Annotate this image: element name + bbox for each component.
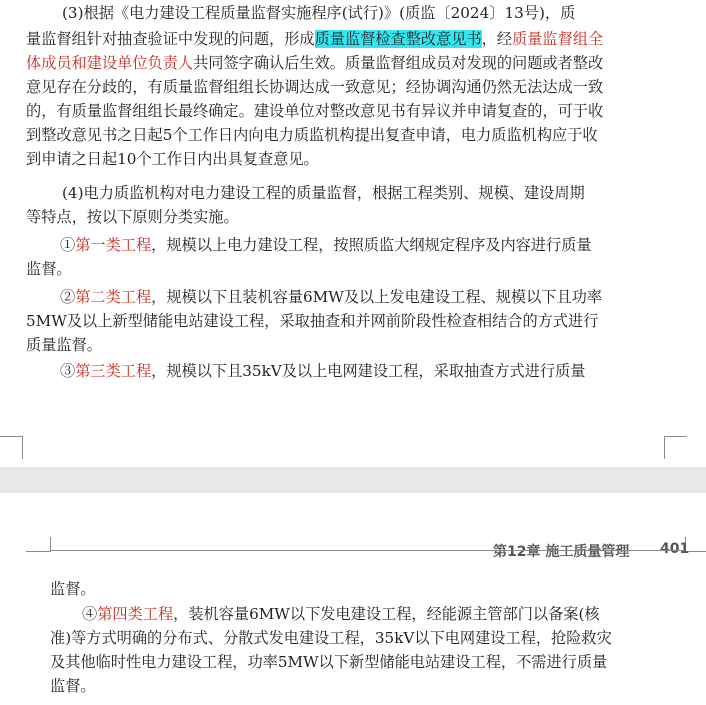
red-emphasis-text: 第二类工程 [75, 288, 152, 306]
paragraph-line: 意见存在分歧的，有质量监督组组长协调达成一致意见；经协调沟通仍然无法达成一致 [26, 78, 604, 96]
margin-corner-mark [26, 537, 51, 552]
paragraph-line: 到整改意见书之日起5个工作日内向电力质监机构提出复查申请，电力质监机构应于收 [26, 126, 598, 144]
page-number: 401 [660, 541, 690, 557]
paragraph-line: ①第一类工程，规模以上电力建设工程，按照质监大纲规定程序及内容进行质量 [60, 236, 592, 254]
header-rule [50, 550, 685, 551]
red-emphasis-text: 质量监督组全 [512, 30, 604, 48]
red-emphasis-text: 第一类工程 [75, 236, 152, 254]
running-header-chapter: 第12章 施工质量管理 [493, 544, 630, 560]
paragraph-line: 监督。 [50, 677, 96, 695]
paragraph-line: 到申请之日起10个工作日内出具复查意见。 [26, 150, 319, 168]
paragraph-line: (4)电力质监机构对电力建设工程的质量监督，根据工程类别、规模、建设周期 [62, 184, 585, 202]
red-emphasis-text: 第三类工程 [75, 362, 152, 380]
paragraph-line: 监督。 [50, 580, 96, 598]
paragraph-line: 量监督组针对抽查验证中发现的问题，形成质量监督检查整改意见书，经质量监督组全 [26, 30, 604, 48]
paragraph-line: 质量监督。 [26, 336, 102, 354]
paragraph-line: ③第三类工程，规模以下且35kV及以上电网建设工程，采取抽查方式进行质量 [60, 362, 586, 380]
paragraph-line: 体成员和建设单位负责人共同签字确认后生效。质量监督组成员对发现的问题或者整改 [26, 54, 604, 72]
paragraph-line: 监督。 [26, 260, 72, 278]
red-emphasis-text: 第四类工程 [97, 605, 174, 623]
paragraph-line: ②第二类工程，规模以下且装机容量6MW及以上发电建设工程、规模以下且功率 [60, 288, 603, 306]
paragraph-line: 的，有质量监督组组长最终确定。建设单位对整改意见书有异议并申请复查的，可于收 [26, 102, 604, 120]
highlighted-text: 质量监督检查整改意见书 [314, 30, 482, 48]
margin-corner-mark [664, 436, 687, 459]
paragraph-line: ④第四类工程，装机容量6MW以下发电建设工程，经能源主管部门以备案(核 [82, 605, 600, 623]
paragraph-line: 等特点，按以下原则分类实施。 [26, 208, 239, 226]
paragraph-line: 准)等方式明确的分布式、分散式发电建设工程，35kV以下电网建设工程，抢险救灾 [50, 629, 612, 647]
document-page-2 [0, 493, 706, 705]
red-emphasis-text: 体成员和建设单位负责人 [26, 54, 194, 72]
paragraph-line: 及其他临时性电力建设工程，功率5MW以下新型储能电站建设工程，不需进行质量 [50, 653, 608, 671]
margin-corner-mark [0, 436, 23, 459]
paragraph-line: 5MW及以上新型储能电站建设工程，采取抽查和并网前阶段性检查相结合的方式进行 [26, 312, 599, 330]
paragraph-line: (3)根据《电力建设工程质量监督实施程序(试行)》(质监〔2024〕13号)，质 [62, 4, 576, 22]
